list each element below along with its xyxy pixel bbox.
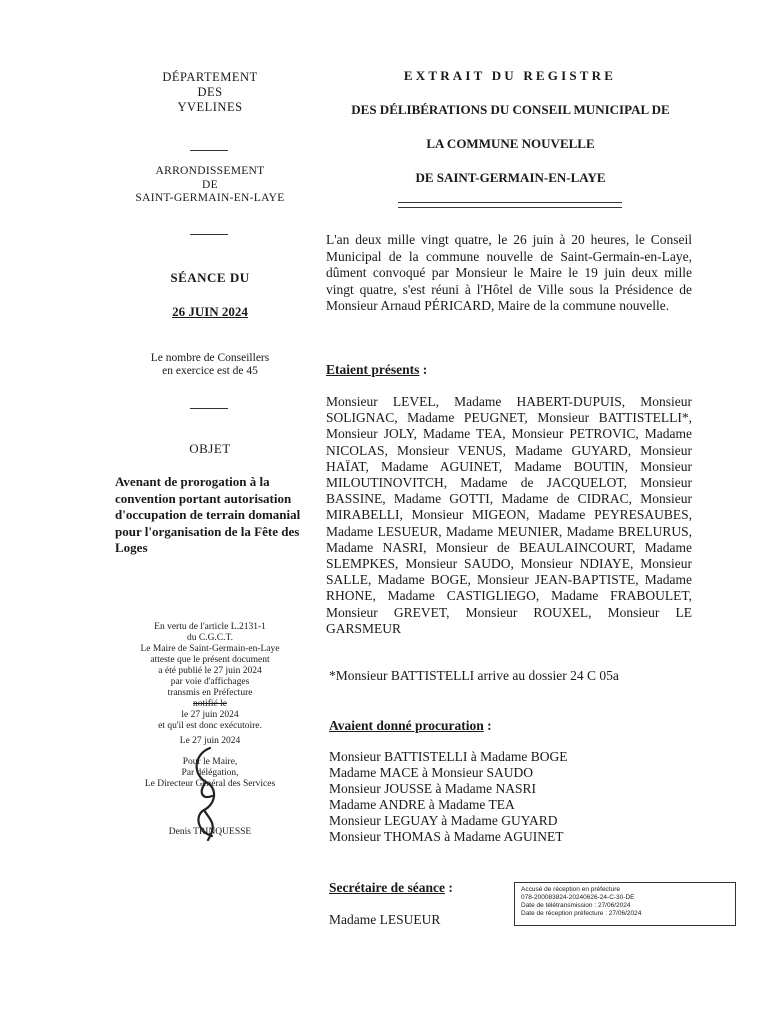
presents-list: Monsieur LEVEL, Madame HABERT-DUPUIS, Monsieur SOLIGNAC, Madame PEUGNET, Monsieur BATTISTELLI*, Monsieur JOLY, Madame TEA, Monsieur PETROVIC, Madame NICOLAS, Monsieur VENUS, Madame GUYARD, Monsieur HAÏAT, Madame AGUINET, Madame BOUTIN, Monsieur MILOUTINOVITCH, Madame de JACQUELOT, Monsieur BASSINE, Madame GOTTI, Madame de CIDRAC, Monsieur MIRABELLI, Monsieur MIGEON, Madame PEYRESAUBES, Madame LESUEUR, Madame MEUNIER, Madame BRELURUS, Madame NASRI, Monsieur de BEAULAINCOURT, Madame SLEMPKES, Monsieur SAUDO, Monsieur NDIAYE, Monsieur SALLE, Madame BOGE, Monsieur JEAN-BAPTISTE, Madame RHONE, Madame CASTIGLIEGO, Madame FRABOULET, Monsieur GREVET, Monsieur ROUXEL, Monsieur LE GARSMEUR: [326, 394, 692, 636]
procuration-item: Madame ANDRE à Madame TEA: [329, 797, 515, 812]
presents-heading-colon: :: [419, 362, 428, 377]
objet-text: Avenant de prorogation à la convention portant autorisation d'occupation de terrain domanial pour l'organisation de la Fête des Loges: [115, 474, 301, 555]
procuration-item: Monsieur LEGUAY à Madame GUYARD: [329, 813, 558, 828]
secretaire-name: Madame LESUEUR: [329, 912, 441, 927]
procuration-item: Madame MACE à Monsieur SAUDO: [329, 765, 533, 780]
department-line: YVELINES: [177, 100, 243, 114]
conseillers-count: [110, 352, 310, 378]
certification-block: [110, 622, 310, 732]
divider: [190, 234, 228, 235]
certification-line: a été publié le 27 juin 2024: [158, 666, 262, 676]
presents-heading: [326, 362, 427, 378]
certification-line: et qu'il est donc exécutoire.: [158, 721, 262, 731]
handwritten-signature: [188, 744, 228, 844]
department-line: DES: [197, 85, 223, 99]
stamp-line: Accusé de réception en préfecture: [521, 886, 621, 893]
double-divider: [398, 202, 622, 208]
sign-line: Le Directeur Général des Services: [144, 779, 276, 789]
conseillers-line: Le nombre de Conseillers: [150, 352, 270, 364]
presents-heading-text: Etaient présents: [326, 362, 420, 377]
arrondissement-line: DE: [202, 178, 218, 191]
certification-date: Le 27 juin 2024: [179, 736, 241, 746]
divider: [190, 150, 228, 151]
document-title: EXTRAIT DU REGISTRE: [403, 68, 617, 83]
certification-struck-word: notifié le: [192, 699, 228, 709]
department-line: DÉPARTEMENT: [162, 70, 258, 84]
stamp-line: Date de télétransmission : 27/06/2024: [521, 902, 631, 909]
certification-line: le 27 juin 2024: [181, 710, 239, 720]
objet-label: OBJET: [189, 441, 231, 456]
procuration-item: Monsieur THOMAS à Madame AGUINET: [329, 829, 564, 844]
certification-line: transmis en Préfecture: [167, 688, 253, 698]
secretaire-heading: [329, 880, 453, 896]
certification-line: atteste que le présent document: [150, 655, 270, 665]
secretaire-heading-colon: :: [444, 880, 453, 895]
arrondissement-line: SAINT-GERMAIN-EN-LAYE: [135, 192, 285, 204]
arrival-note: *Monsieur BATTISTELLI arrive au dossier 24 C 05a: [329, 668, 619, 683]
city-title: DE SAINT-GERMAIN-EN-LAYE: [415, 170, 606, 185]
intro-paragraph: L'an deux mille vingt quatre, le 26 juin à 20 heures, le Conseil Municipal de la commune nouvelle de Saint-Germain-en-Laye, dûment convoqué par Monsieur le Maire le 19 juin deux mille vingt quatre, s'est réuni à l'Hôtel de Ville sous la Présidence de Monsieur Arnaud PÉRICARD, Maire de la commune nouvelle.: [326, 232, 692, 313]
arrondissement-line: ARRONDISSEMENT: [155, 165, 265, 177]
certification-line: En vertu de l'article L.2131-1: [154, 622, 266, 632]
sign-line: Par délégation,: [181, 768, 239, 778]
certification-line: Le Maire de Saint-Germain-en-Laye: [140, 644, 280, 654]
procuration-heading: [329, 718, 492, 734]
arrondissement-header: [110, 165, 310, 206]
sign-line: Pour le Maire,: [182, 757, 238, 767]
procuration-list: [329, 749, 567, 845]
procuration-item: Monsieur BATTISTELLI à Madame BOGE: [329, 749, 568, 764]
secretaire-heading-text: Secrétaire de séance: [329, 880, 445, 895]
procuration-heading-text: Avaient donné procuration: [329, 718, 484, 733]
divider: [190, 408, 228, 409]
prefecture-receipt-stamp: [514, 882, 736, 926]
department-header: [110, 70, 310, 115]
certification-line: du C.G.C.T.: [186, 633, 233, 643]
commune-title: LA COMMUNE NOUVELLE: [426, 136, 595, 151]
conseillers-line: en exercice est de 45: [162, 365, 258, 377]
stamp-line: Date de réception préfecture : 27/06/2024: [521, 910, 642, 917]
signatory-name: Denis TRINQUESSE: [168, 827, 252, 837]
document-subtitle: DES DÉLIBÉRATIONS DU CONSEIL MUNICIPAL DE: [351, 102, 670, 117]
certification-line: par voie d'affichages: [170, 677, 250, 687]
procuration-item: Monsieur JOUSSE à Madame NASRI: [329, 781, 536, 796]
seance-label: SÉANCE DU: [170, 270, 250, 285]
procuration-heading-colon: :: [483, 718, 492, 733]
seance-date: 26 JUIN 2024: [172, 304, 248, 319]
stamp-line: 078-200083824-20240626-24-C-30-DE: [521, 894, 635, 901]
